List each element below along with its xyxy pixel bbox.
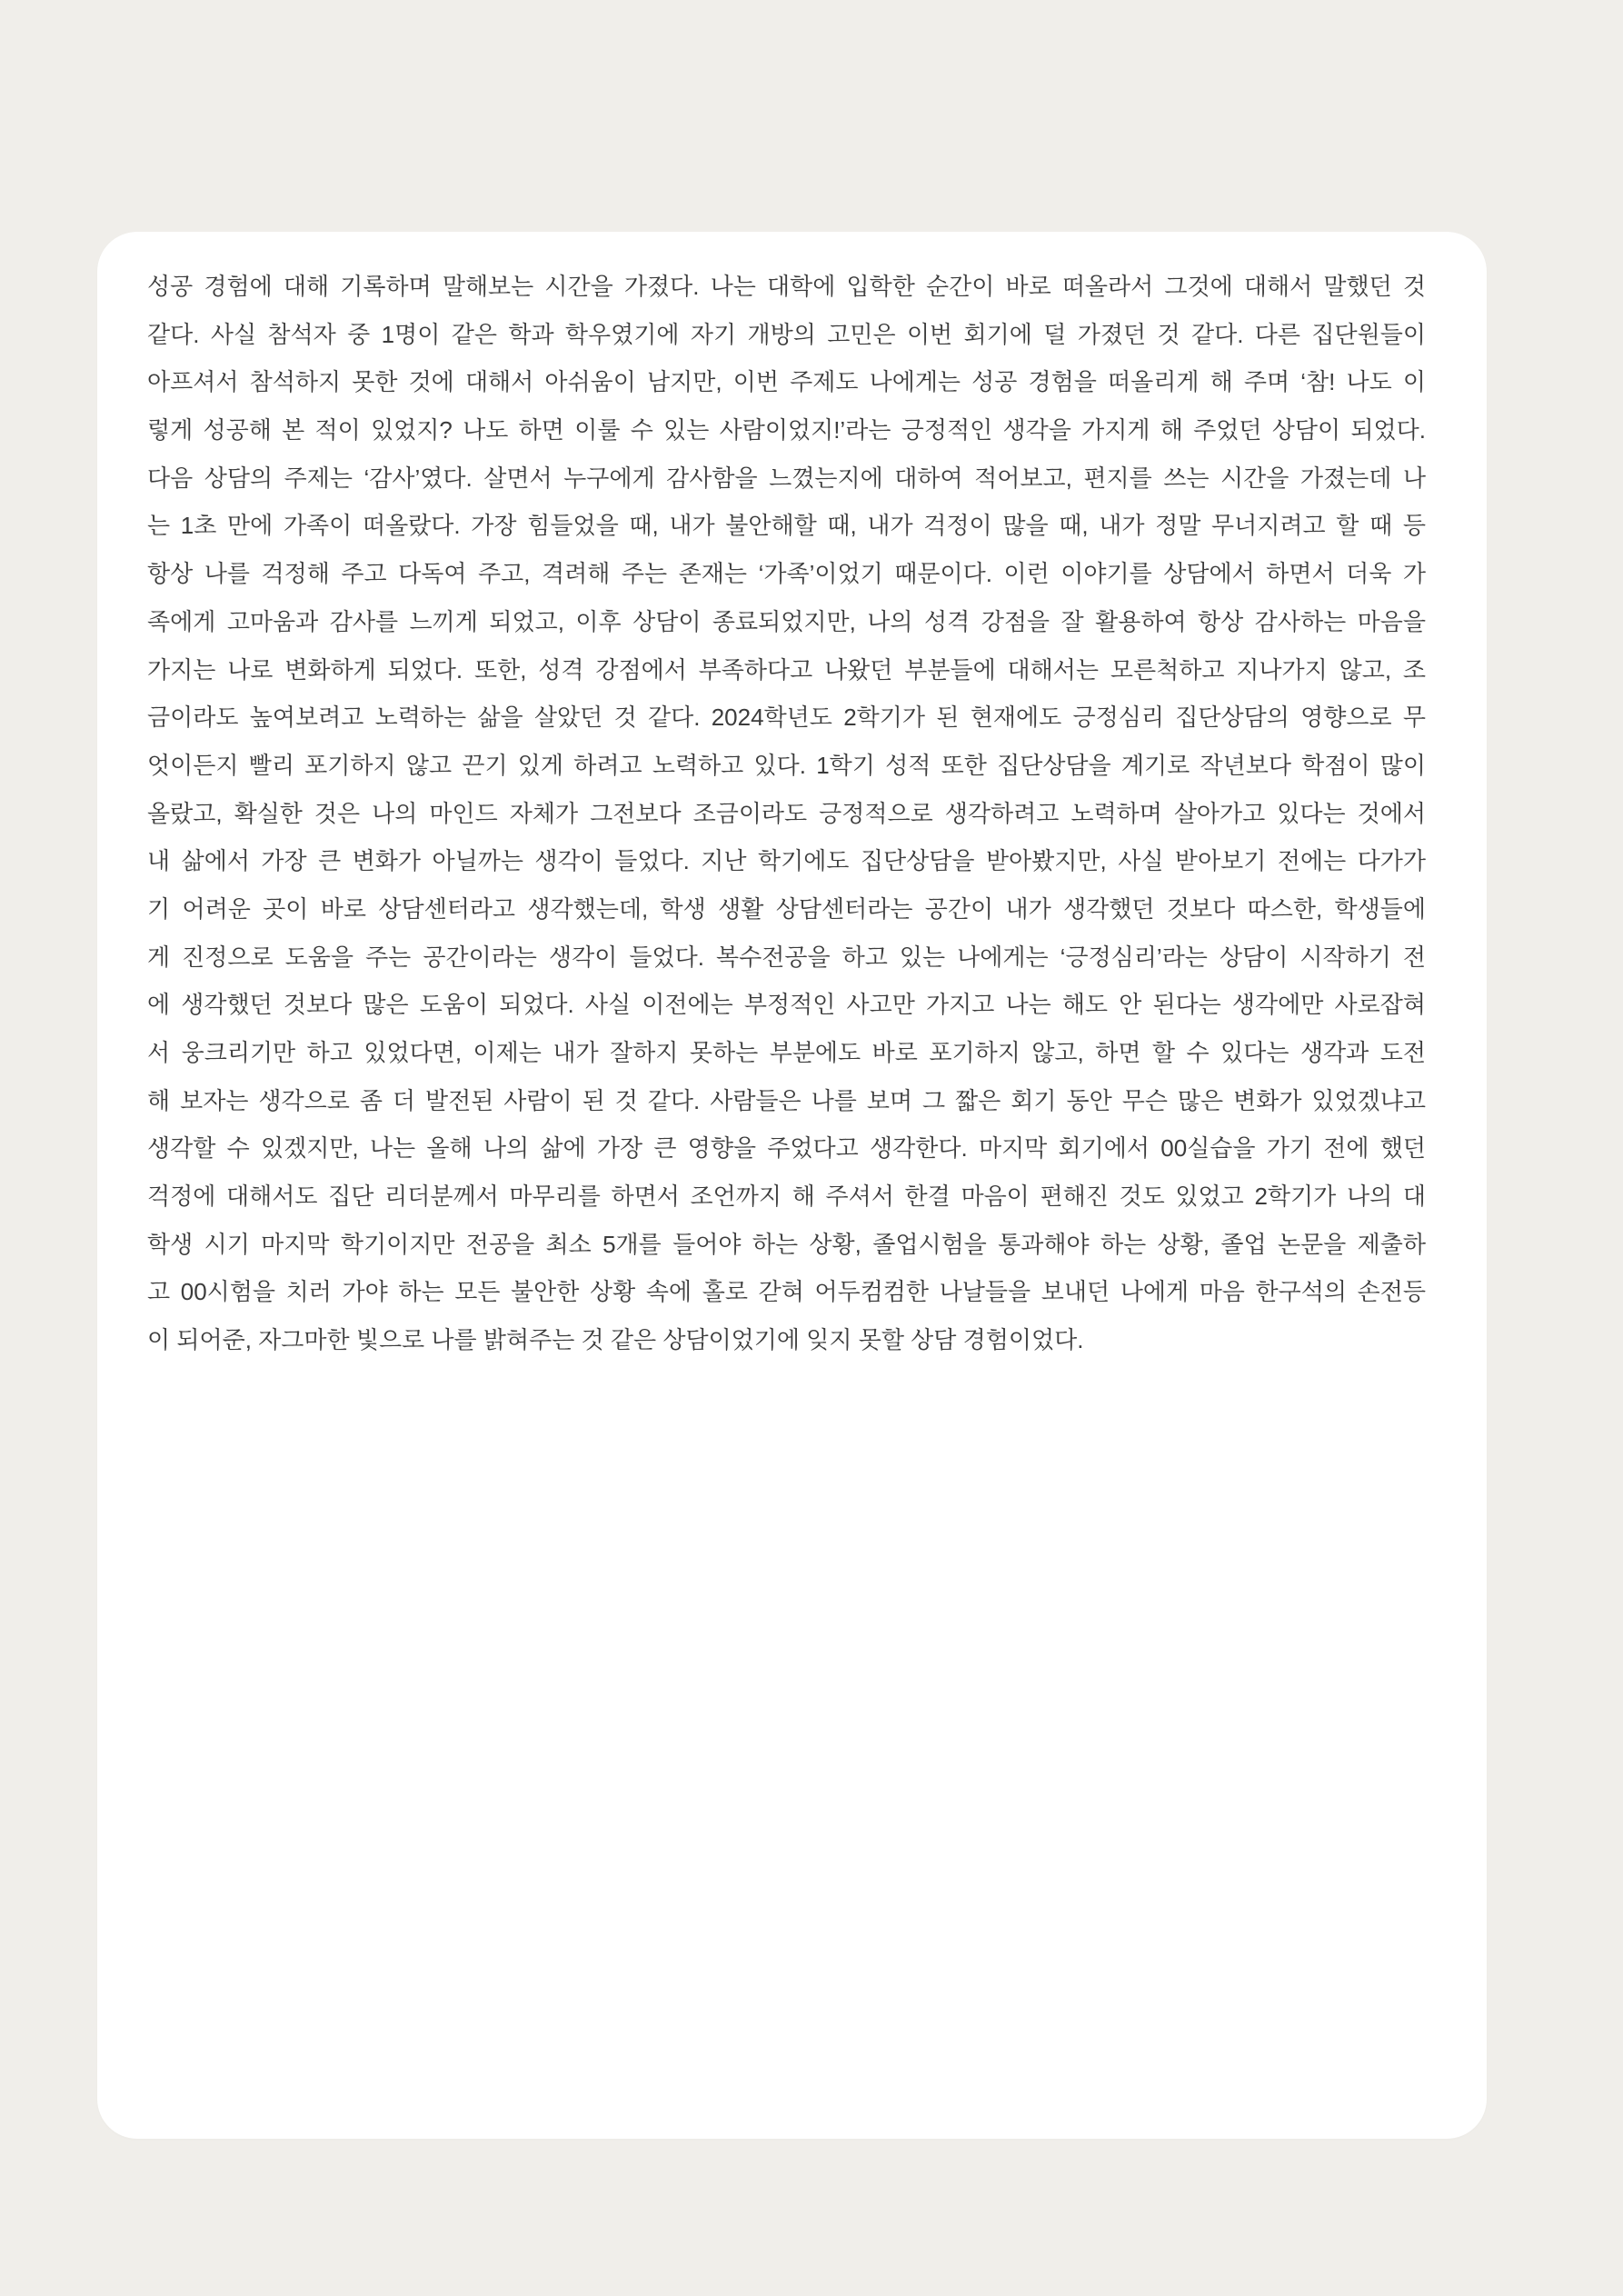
text-line: 생각할 수 있겠지만, 나는 올해 나의 삶에 가장 큰 영향을 주었다고 생각한다. 마지막 회기에서 00실습을 가기 전에 했던 [147,1134,1426,1163]
text-line: 는 1초 만에 가족이 떠올랐다. 가장 힘들었을 때, 내가 불안해할 때, 내가 걱정이 많을 때, 내가 정말 무너지려고 할 때 등 [147,512,1426,540]
text-line: 내 삶에서 가장 큰 변화가 아닐까는 생각이 들었다. 지난 학기에도 집단상담을 받아봤지만, 사실 받아보기 전에는 다가가 [147,847,1426,875]
text-line: 금이라도 높여보려고 노력하는 삶을 살았던 것 같다. 2024학년도 2학기가 된 현재에도 긍정심리 집단상담의 영향으로 무 [147,704,1426,732]
content-card [97,232,1487,2139]
text-line: 에 생각했던 것보다 많은 도움이 되었다. 사실 이전에는 부정적인 사고만 가지고 나는 해도 안 된다는 생각에만 사로잡혀 [147,991,1426,1019]
text-line: 아프셔서 참석하지 못한 것에 대해서 아쉬움이 남지만, 이번 주제도 나에게는 성공 경험을 떠올리게 해 주며 ‘참! 나도 이 [147,368,1426,396]
text-line: 항상 나를 걱정해 주고 다독여 주고, 격려해 주는 존재는 ‘가족’이었기 때문이다. 이런 이야기를 상담에서 하면서 더욱 가 [147,560,1426,588]
text-line: 올랐고, 확실한 것은 나의 마인드 자체가 그전보다 조금이라도 긍정적으로 생각하려고 노력하며 살아가고 있다는 것에서 [147,799,1426,827]
text-line: 학생 시기 마지막 학기이지만 전공을 최소 5개를 들어야 하는 상황, 졸업시험을 통과해야 하는 상황, 졸업 논문을 제출하 [147,1230,1426,1258]
text-line: 가지는 나로 변화하게 되었다. 또한, 성격 강점에서 부족하다고 나왔던 부분들에 대해서는 모른척하고 지나가지 않고, 조 [147,655,1426,684]
text-line: 이 되어준, 자그마한 빛으로 나를 밝혀주는 것 같은 상담이었기에 잊지 못할 상담 경험이었다. [147,1326,1084,1354]
text-line: 성공 경험에 대해 기록하며 말해보는 시간을 가졌다. 나는 대학에 입학한 순간이 바로 떠올라서 그것에 대해서 말했던 것 [147,273,1426,300]
text-line: 렇게 성공해 본 적이 있었지? 나도 하면 이룰 수 있는 사람이었지!’라는 긍정적인 생각을 가지게 해 주었던 상담이 되었다. [147,416,1426,444]
text-line: 고 00시험을 치러 가야 하는 모든 불안한 상황 속에 홀로 갇혀 어두컴컴한 나날들을 보내던 나에게 마음 한구석의 손전등 [147,1278,1426,1306]
text-line: 다음 상담의 주제는 ‘감사’였다. 살면서 누구에게 감사함을 느꼈는지에 대하여 적어보고, 편지를 쓰는 시간을 가졌는데 나 [147,464,1426,492]
essay-text [147,263,1426,1364]
text-line: 서 웅크리기만 하고 있었다면, 이제는 내가 잘하지 못하는 부분에도 바로 포기하지 않고, 하면 할 수 있다는 생각과 도전 [147,1039,1426,1066]
text-line: 족에게 고마움과 감사를 느끼게 되었고, 이후 상담이 종료되었지만, 나의 성격 강점을 잘 활용하여 항상 감사하는 마음을 [147,607,1426,635]
text-line: 같다. 사실 참석자 중 1명이 같은 학과 학우였기에 자기 개방의 고민은 이번 회기에 덜 가졌던 것 같다. 다른 집단원들이 [147,320,1426,348]
text-line: 걱정에 대해서도 집단 리더분께서 마무리를 하면서 조언까지 해 주셔서 한결 마음이 편해진 것도 있었고 2학기가 나의 대 [147,1183,1426,1211]
text-line: 해 보자는 생각으로 좀 더 발전된 사람이 된 것 같다. 사람들은 나를 보며 그 짧은 회기 동안 무슨 많은 변화가 있었겠냐고 [147,1086,1426,1114]
text-line: 기 어려운 곳이 바로 상담센터라고 생각했는데, 학생 생활 상담센터라는 공간이 내가 생각했던 것보다 따스한, 학생들에 [147,894,1426,923]
text-line: 엇이든지 빨리 포기하지 않고 끈기 있게 하려고 노력하고 있다. 1학기 성적 또한 집단상담을 계기로 작년보다 학점이 많이 [147,751,1426,779]
text-line: 게 진정으로 도움을 주는 공간이라는 생각이 들었다. 복수전공을 하고 있는 나에게는 ‘긍정심리’라는 상담이 시작하기 전 [147,943,1426,971]
